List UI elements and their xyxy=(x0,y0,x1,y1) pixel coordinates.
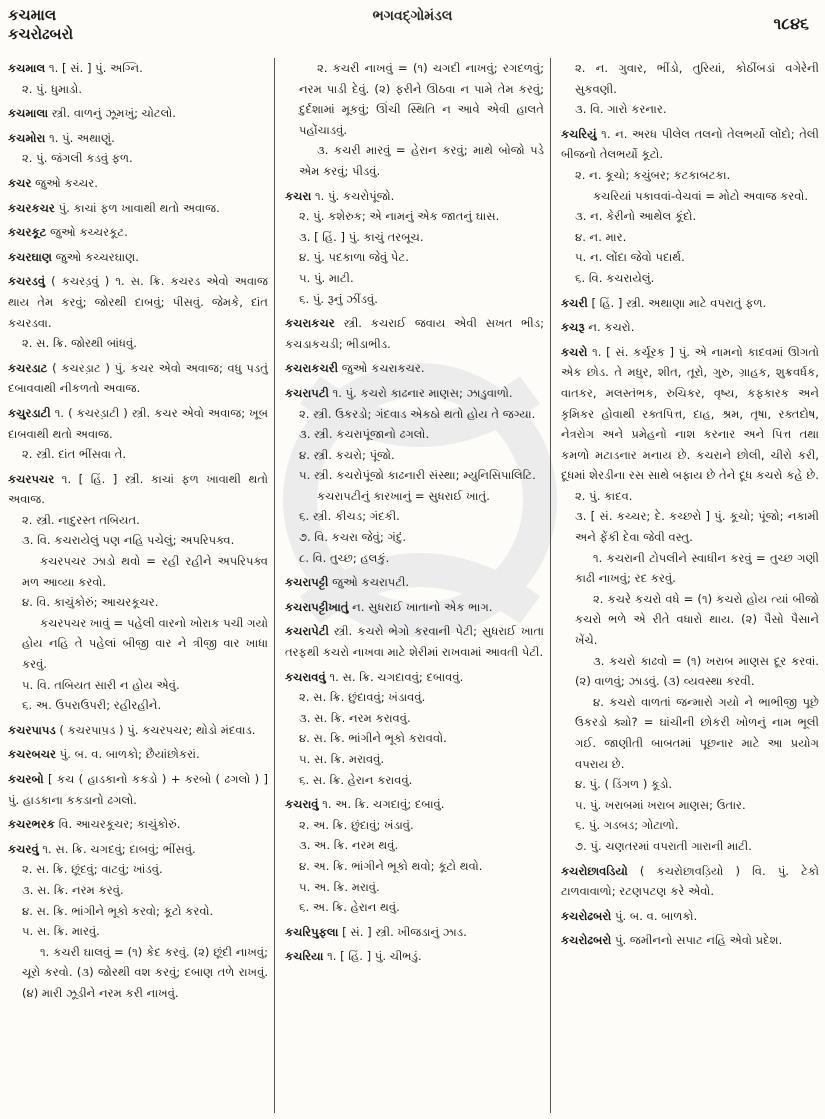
headword: કચર xyxy=(8,175,32,190)
headword: કચરપચર xyxy=(8,471,55,486)
page-header xyxy=(0,0,825,52)
definition-text: ન. સુધરાઈ ખાતાનો એક ભાગ. xyxy=(352,599,493,614)
definition-text: જુઓ કચરાકચર. xyxy=(341,361,425,376)
sense-line xyxy=(561,247,819,268)
sense-line xyxy=(285,289,544,310)
entry-first-line xyxy=(285,597,544,618)
entry-first-line xyxy=(8,720,268,741)
sense-line xyxy=(8,148,268,169)
column-left xyxy=(0,58,275,1113)
headword: કચરો xyxy=(561,344,588,359)
headword: કચરડવું xyxy=(8,274,46,289)
sense-line xyxy=(8,444,268,465)
headword: કચરાપટ્ટી xyxy=(285,575,329,590)
sense-line xyxy=(285,247,544,268)
entry-first-line xyxy=(8,198,268,219)
entry-first-line xyxy=(285,667,544,688)
headword: કચરોછાવડિયો xyxy=(561,863,628,878)
definition-text: કચરિયાં પકાવવાં-વેચવાં = મોટો અવાજ કરવો. xyxy=(593,188,809,203)
dictionary-entry xyxy=(285,383,544,568)
definition-text: ૪. સ્ત્રી. કચરો; પૂંજો. xyxy=(299,447,395,462)
definition-text: ૧. અ. ક્રિ. ચગદાવું; દબાવું. xyxy=(322,797,445,812)
sense-line xyxy=(561,227,819,248)
headword: કચમોરા xyxy=(8,130,46,145)
definition-text: ૧. કચરાની ટોપલીને સ્વાધીન કરવું = તુચ્છ ગણી કાઢી નાખવું; રદ કરવું. xyxy=(575,550,819,586)
idiom-line xyxy=(561,548,819,589)
headword: કચરાપેટી xyxy=(285,624,329,639)
dictionary-entry xyxy=(8,247,268,268)
entry-first-line xyxy=(8,222,268,243)
definition-text: પું. બ. વ. બાળકો; છૈયાંછોકરાં. xyxy=(59,747,200,762)
entry-first-line xyxy=(8,469,268,510)
definition-text: ૪. સ. ક્રિ. ભાંગીને ભૂકો કરાવવો. xyxy=(299,731,447,746)
definition-text: ૧. ( કચરડ઼ાટી ) સ્ત્રી. કચર એવો અવાજ; ખૂબ દાબવાથી થતો અવાજ. xyxy=(8,405,269,441)
dictionary-entry xyxy=(561,317,819,338)
sense-line xyxy=(561,795,819,816)
idiom-line xyxy=(561,589,819,651)
entry-first-line xyxy=(561,317,819,338)
entry-first-line xyxy=(8,769,268,810)
entry-first-line xyxy=(285,572,544,593)
definition-text: ૩. વિ. કચરાયેલું પણ નહિ પચેલું; અપરિપક્વ. xyxy=(22,533,235,548)
definition-text: ૨. કચરે કચરો વધે = (૧) કચરો હોય ત્યાં બીજો કચરો ભળે એ રીતે વધારો થાય. (૨) પૈસો પૈસાને ખેંચે. xyxy=(575,591,819,648)
entry-first-line xyxy=(8,744,268,765)
definition-text: ૩. સ્ત્રી. કચરાપૂંજાનો ઢગલો. xyxy=(299,427,430,442)
dictionary-entry xyxy=(285,621,544,662)
definition-text: ૫. અ. ક્રિ. મરાવું. xyxy=(299,879,380,894)
guide-word-first: કચમાલ xyxy=(8,6,57,24)
entry-first-line xyxy=(285,621,544,662)
sense-line xyxy=(285,877,544,898)
dictionary-entry xyxy=(8,173,268,194)
definition-text: કચરાપટીનું કારખાનું = સુધરાઈ ખાતું. xyxy=(317,488,490,503)
definition-text: ૩. ન. કેરીનો આથેલ કૂંદો. xyxy=(575,209,697,224)
sense-line xyxy=(285,404,544,425)
sense-line xyxy=(285,897,544,918)
headword: કચમાલા xyxy=(8,106,49,121)
definition-text: ૪. ન. માર. xyxy=(575,229,627,244)
headword: કચરભરક xyxy=(8,817,55,832)
sense-line xyxy=(285,206,544,227)
entry-first-line xyxy=(285,186,544,207)
idiom-line xyxy=(8,942,268,1004)
dictionary-entry xyxy=(561,930,819,951)
definition-text: ૩. કચરી મારવું = હેરાન કરવું; માથે બોજો પડે એમ કરવું; પીડવું. xyxy=(299,143,544,178)
entry-first-line xyxy=(285,946,544,967)
column-right xyxy=(551,58,825,1113)
sense-line xyxy=(561,836,819,857)
headword: કચરઘાણ xyxy=(8,249,52,264)
definition-text: ૫. સ. ક્રિ. મારવું. xyxy=(22,924,100,939)
headword: કચરબો xyxy=(8,772,44,786)
definition-text: સ્ત્રી. કચરો ભેગો કરવાની પેટી; સુધરાઈ ખાતા તરફથી કચરો નાખવા માટે શેરીમાં રાખવામાં આવતી પેટી. xyxy=(285,624,544,660)
entry-first-line xyxy=(8,128,268,149)
definition-text: [ હિં. ] સ્ત્રી. અથાણા માટે વપરાતું ફળ. xyxy=(591,295,767,310)
sense-line xyxy=(285,445,544,466)
definition-text: ૬. અ. ક્રિ. હેરાન થવું. xyxy=(299,900,400,915)
definition-text: ૫. પું. ખરાબમાં ખરાબ માણસ; ઉતાર. xyxy=(575,797,746,812)
definition-text: ૪. કચરો વાળતાં જન્મારો ગયો ને ભાભીજી પૂછે ઉકરડો ક્યો? = ઘાંચીની છોકરી ખોળનું નામ ભૂલી ગઈ. જાણીતી બાબતમાં પૂછનાર માટે આ પ્રયોગ વપરાય છે. xyxy=(575,694,819,771)
sense-line xyxy=(285,835,544,856)
definition-text: ૨. સ. ક્રિ. જોરથી બાંધવું. xyxy=(22,336,137,351)
definition-text: ૬. અ. ઉપરાઉપરી; રહીરહીને. xyxy=(22,698,162,713)
definition-text: પું. કાચાં ફળ ખાવાથી થતો અવાજ. xyxy=(58,200,220,215)
sense-line xyxy=(561,165,819,186)
idiom-line xyxy=(285,486,544,507)
definition-text: ૧. સ. ક્રિ. ચગદાવવું; દબાવવું. xyxy=(329,669,464,684)
dictionary-entry xyxy=(8,271,268,353)
headword: કચરાપટ્ટીખાતું xyxy=(285,599,349,614)
sense-line xyxy=(561,486,819,507)
sense-line xyxy=(285,227,544,248)
entry-first-line xyxy=(8,839,268,860)
headword: કચરકચર xyxy=(8,200,55,215)
entry-first-line xyxy=(561,906,819,927)
sense-line xyxy=(8,79,268,100)
definition-text: ૨. સ્ત્રી. ઉકરડો; ગંદવાડ એકઠો થતો હોય તે જગ્યા. xyxy=(299,406,536,421)
definition-text: ૩. કચરો કાઢવો = (૧) ખરાબ માણસ દૂર કરવાં. (૨) વાળવું; ઝાડવું. (૩) વ્યવસ્થા કરવી. xyxy=(575,653,819,689)
dictionary-entry xyxy=(561,293,819,314)
sense-line xyxy=(8,510,268,531)
sense-line xyxy=(285,548,544,569)
entry-first-line xyxy=(561,861,819,902)
dictionary-entry xyxy=(8,128,268,169)
dictionary-entry xyxy=(8,58,268,99)
idiom-line xyxy=(561,651,819,692)
headword: કચરબચર xyxy=(8,747,57,762)
column-middle xyxy=(275,58,551,1113)
definition-text: ૩. [ સં. કચ્ચર; દે. કચ્છરો ] પું. કૂચો; પૂંજો; નકામી અને ફેંકી દેવા જેવી વસ્તુ. xyxy=(575,509,819,545)
definition-text: [ કચ ( હાડકાનો કકડો ) + કરબો ( ઢગલો ) ] પું. હાડકાના કકડાનો ઢગલો. xyxy=(8,772,268,807)
idiom-line xyxy=(285,140,544,181)
definition-text: ૭. પું. ચણતરમાં વપરાતી ગારાની માટી. xyxy=(575,838,752,853)
entry-first-line xyxy=(8,814,268,835)
dictionary-entry xyxy=(285,946,544,967)
dictionary-entry xyxy=(8,814,268,835)
definition-text: કચરપચર ખાવું = પહેલી વારનો ખોરાક પચી ગયો હોય નહિ તે પહેલાં બીજી વાર ને ત્રીજી વાર ખાધા કરવું. xyxy=(22,615,268,672)
dictionary-entry xyxy=(8,469,268,716)
dictionary-entry xyxy=(285,922,544,943)
dictionary-entry xyxy=(285,667,544,791)
definition-text: ૨. સ. ક્રિ. છૂંદવું; વાટવું; ખાંડવું. xyxy=(22,862,163,877)
headword: કચરિપુફલા xyxy=(285,924,339,939)
sense-line xyxy=(561,506,819,547)
running-title: ભગવદ્ગોમંડલ xyxy=(372,8,453,24)
definition-text: ૧. [ સં. ] પું. અગ્નિ. xyxy=(48,61,143,75)
entry-first-line xyxy=(561,342,819,486)
definition-text: ૫. ન. લોંદા જેવો પદાર્થ. xyxy=(575,250,685,265)
definition-text: ( કચરડ઼વું ) ૧. સ. ક્રિ. કચરડ એવો અવાજ થાય તેમ કરવું; જોરથી દાબવું; પીસવું. જેમકે, દાંત કચરડવા. xyxy=(8,274,268,330)
entry-first-line xyxy=(8,58,268,79)
definition-text: ૩. સ. ક્રિ. નરમ કરાવવું. xyxy=(299,710,411,725)
definition-text: જુઓ કચ્ચર. xyxy=(35,175,98,190)
sense-line xyxy=(285,268,544,289)
headword: કચરાપટી xyxy=(285,385,329,400)
guide-word-last: કચરોઢબરો xyxy=(8,25,74,43)
definition-text: ૧. પું. કચરોપૂંજો. xyxy=(314,188,395,203)
entry-first-line xyxy=(285,383,544,404)
definition-text: કચરપચર ઝાડો થવો = રહી રહીને અપરિપક્વ મળ આવ્યા કરવો. xyxy=(22,554,268,589)
dictionary-entry xyxy=(561,124,819,289)
entry-first-line xyxy=(8,271,268,333)
sense-line xyxy=(285,815,544,836)
dictionary-entry xyxy=(285,313,544,354)
entry-first-line xyxy=(285,922,544,943)
headword: કચરોઢબરો xyxy=(561,908,612,923)
definition-text: ૬. સ્ત્રી. કીચડ; ગંદકી. xyxy=(299,509,400,524)
sense-line xyxy=(285,856,544,877)
sense-line xyxy=(561,815,819,836)
dictionary-entry xyxy=(8,839,268,1004)
definition-text: ૧. પું. અથાણું. xyxy=(49,130,115,145)
dictionary-entry xyxy=(285,572,544,593)
sense-line xyxy=(8,921,268,942)
headword: કચરિયું xyxy=(561,126,597,141)
dictionary-entry xyxy=(8,198,268,219)
definition-text: ૧. ન. અરધ પીલેલ તલનો તેલભર્યો લોંદો; તેલી બીજનો તેલભર્યો કૂટો. xyxy=(561,126,819,162)
sense-line xyxy=(561,206,819,227)
sense-line xyxy=(8,880,268,901)
headword: કચરપાપડ xyxy=(8,722,56,737)
definition-text: ૪. વિ. કાચુંકોરું; આચરકૂચર. xyxy=(22,595,159,610)
entry-first-line xyxy=(8,403,268,444)
dictionary-entry xyxy=(8,103,268,124)
definition-text: ૨. કચરી નાખવું = (૧) ચગદી નાખવું; રગદળવું; નરમ પાડી દેવું. (૨) ફરીને ઊઠવા ન પામે તેમ કરવું; દુર્દશામાં મૂકવું; ઊંચી સ્થિતિ ન આવે એવી હાલતે પહોંચાડવું. xyxy=(299,61,544,137)
sense-line xyxy=(8,901,268,922)
dictionary-entry xyxy=(561,342,819,857)
headword: કચરૂ xyxy=(561,320,585,335)
sense-line xyxy=(285,527,544,548)
definition-text: ૨. ન. ગુવાર, ભીંડો, તુરિયાં, કોઠીંબડાં વગેરેની સુકવણી. xyxy=(575,61,819,96)
sense-line xyxy=(8,592,268,613)
sense-line xyxy=(8,675,268,696)
entry-first-line xyxy=(285,794,544,815)
definition-text: ૪. પું. ( ડિંગળ ) કૂડો. xyxy=(575,777,673,792)
idiom-line xyxy=(8,551,268,592)
definition-text: ૧. [ હિં. ] પું. ચીભડું. xyxy=(327,949,422,964)
headword: કચરી xyxy=(561,295,588,310)
sense-line xyxy=(285,506,544,527)
sense-line xyxy=(561,268,819,289)
sense-line xyxy=(285,770,544,791)
dictionary-entry xyxy=(8,720,268,741)
idiom-line xyxy=(561,692,819,774)
definition-text: ૧. [ હિં. ] સ્ત્રી. કાચાં ફળ ખાવાથી થતો અવાજ. xyxy=(8,471,268,507)
definition-text: ૩. [ હિં. ] પું. કાચું તરબૂચ. xyxy=(299,229,424,244)
definition-text: ૧. કચરી ઘાલવું = (૧) કેદ કરવું. (૨) છૂંદી નાખવું; ચૂરો કરવો. (૩) જોરથી વશ કરવું; દબાણ તળે રાખવું. (૪) મારી ઝૂડીને નરમ કરી નાખવું. xyxy=(22,944,268,1000)
headword: કચમાલ xyxy=(8,61,46,75)
definition-text: ( કચરડ઼ાટ ) પું. કચર એવો અવાજ; વધુ પડતું દબાવવાથી નીકળતો અવાજ. xyxy=(8,360,268,396)
definition-text: ૫. વિ. તબિયત સારી ન હોય એવું. xyxy=(22,677,180,692)
definition-text: ૨. સ્ત્રી. દાંત ભીંસવા તે. xyxy=(22,447,127,462)
sense-line xyxy=(8,333,268,354)
definition-text: ( કચરોછાવડ઼િયો ) વિ. પું. ટેકો ટાળવાવાળો; રટણપટણ કરે એવો. xyxy=(561,863,820,899)
headword: કચરવું xyxy=(8,841,39,856)
definition-text: વિ. આચરકૂચર; કાચુંકોરું. xyxy=(58,817,181,832)
definition-text: સ્ત્રી. કચરાઈ જવાય એવી સખત ભીડ; કચડાકચડી; ભીડાભીડ. xyxy=(285,316,544,351)
definition-text: ૭. વિ. કચરા જેવું; ગંદું. xyxy=(299,530,407,545)
dictionary-entry xyxy=(285,186,544,310)
definition-text: જુઓ કચરાપટી. xyxy=(332,575,410,590)
entry-first-line xyxy=(285,313,544,354)
definition-text: ૩. અ. ક્રિ. નરમ થવું. xyxy=(299,838,399,853)
sense-line xyxy=(285,708,544,729)
definition-text: ( કચરપાપ઼ડ ) પું. કચરપચર; થોડો મંદવાડ. xyxy=(59,722,256,737)
definition-text: ૪. સ. ક્રિ. ભાંગીને ભૂકો કરવો; કૂટો કરવો. xyxy=(22,903,214,918)
definition-text: જુઓ કચ્ચરઘાણ. xyxy=(55,249,139,264)
sense-line xyxy=(285,687,544,708)
headword: કચરિયા xyxy=(285,949,324,964)
sense-line xyxy=(8,695,268,716)
entry-first-line xyxy=(8,247,268,268)
sense-line xyxy=(561,99,819,120)
definition-text: ન. કચરો. xyxy=(588,320,635,335)
headword: કચરોઢબરો xyxy=(561,933,612,948)
definition-text: ૬. વિ. કચરાયેલું. xyxy=(575,270,655,285)
entry-first-line xyxy=(561,293,819,314)
definition-text: ૫. સ્ત્રી. કચરોપૂંજો કાઢનારી સંસ્થા; મ્યુનિસિપાલિટિ. xyxy=(299,468,536,483)
headword: કચરા xyxy=(285,188,312,203)
definition-text: ૨. પું. ધુમાડો. xyxy=(22,81,83,96)
dictionary-columns xyxy=(0,58,825,1113)
definition-text: ૨. સ્ત્રી. નાદુરસ્ત તબિયત. xyxy=(22,512,140,527)
dictionary-entry xyxy=(561,906,819,927)
dictionary-entry xyxy=(8,358,268,399)
definition-text: ૨. અ. ક્રિ. છુંદાવું; ખંડાવું. xyxy=(299,817,414,832)
definition-text: [ સં. ] સ્ત્રી. ખીજડાનું ઝાડ. xyxy=(342,924,467,939)
definition-text: પું. બ. વ. બાળકો. xyxy=(615,908,698,923)
definition-text: ૫. પું. માટી. xyxy=(299,270,354,285)
dictionary-entry xyxy=(8,769,268,810)
sense-line xyxy=(285,749,544,770)
definition-text: ૪. અ. ક્રિ. ભાંગીને ભૂકો થવો; કૂટો થવો. xyxy=(299,858,483,873)
definition-text: ૪. પું. પદકાળા જેવું પેટ. xyxy=(299,250,409,265)
headword: કચરકૂટ xyxy=(8,225,47,240)
headword: કચરાવવું xyxy=(285,669,326,684)
dictionary-entry xyxy=(8,744,268,765)
sense-line xyxy=(561,58,819,99)
entry-first-line xyxy=(561,124,819,165)
definition-text: ૩. વિ. ગારો કરનાર. xyxy=(575,102,667,117)
definition-text: ૮. વિ. તુચ્છ; હલકું. xyxy=(299,550,390,565)
idiom-line xyxy=(285,58,544,140)
headword: કચરાવું xyxy=(285,797,319,812)
definition-text: ૨. ન. કૂચો; કચુંબર; કટકાબટકા. xyxy=(575,167,731,182)
definition-text: પું. જમીનનો સપાટ નહિ એવો પ્રદેશ. xyxy=(615,933,783,948)
sense-line xyxy=(8,859,268,880)
definition-text: ૬. સ. ક્રિ. હેરાન કરાવવું. xyxy=(299,772,413,787)
headword: કચરાકચર xyxy=(285,316,335,331)
definition-text: જુઓ કચ્ચરકૂટ. xyxy=(50,225,128,240)
headword: કચરડાટ xyxy=(8,360,48,375)
sense-line xyxy=(285,465,544,486)
definition-text: ૨. પું. જંગલી કડવું ફળ. xyxy=(22,151,133,166)
definition-text: ૨. પું. કશેરુક; એ નામનું એક જાતનું ઘાસ. xyxy=(299,209,500,224)
headword: કચુરડાટી xyxy=(8,405,51,420)
definition-text: ૧. સ. ક્રિ. ચગદવું; દાબવું; ભીંસવું. xyxy=(42,841,196,856)
dictionary-entry xyxy=(285,358,544,379)
entry-first-line xyxy=(561,930,819,951)
sense-line xyxy=(285,728,544,749)
dictionary-entry xyxy=(8,222,268,243)
definition-text: ૬. પું. રૂનું ઝીંડવું. xyxy=(299,291,378,306)
definition-text: ૫. સ. ક્રિ. મરાવવું. xyxy=(299,752,385,766)
dictionary-entry xyxy=(8,403,268,465)
sense-line xyxy=(8,530,268,551)
page-number: ૧૮૪૬ xyxy=(773,14,809,33)
definition-text: ૨. સ. ક્રિ. છુંદાવવું; ખંડાવવું. xyxy=(299,690,426,705)
dictionary-entry xyxy=(285,58,544,182)
definition-text: ૬. પું. ગડબડ; ગોટાળો. xyxy=(575,818,679,833)
entry-first-line xyxy=(8,173,268,194)
idiom-line xyxy=(561,186,819,207)
definition-text: સ્ત્રી. વાળનું ઝૂમખું; ચોટલો. xyxy=(51,106,176,121)
entry-first-line xyxy=(8,103,268,124)
entry-first-line xyxy=(8,358,268,399)
dictionary-entry xyxy=(561,58,819,120)
headword: કચરાકચરી xyxy=(285,361,339,376)
definition-text: ૧. પું. કચરો કાઢનાર માણસ; ઝાડુવાળો. xyxy=(332,385,513,400)
dictionary-entry xyxy=(561,861,819,902)
dictionary-entry xyxy=(285,597,544,618)
entry-first-line xyxy=(285,358,544,379)
idiom-line xyxy=(8,613,268,675)
definition-text: ૨. પું. કાદવ. xyxy=(575,488,633,503)
sense-line xyxy=(285,424,544,445)
definition-text: ૩. સ. ક્રિ. નરમ કરવું. xyxy=(22,882,124,897)
definition-text: ૧. [ સં. કર્ચૂરક ] પું. એ નામનો કાદવમાં ઊગતો એક છોડ. તે મધુર, શીત, તૂરો, ગુરુ, ગ્રાહક, શુક્રવર્ધક, વાતકર, મલસ્તંભક, રુચિકર, વૃષ્ય, કફકારક અને કૃમિકર હોવાથી રક્તપિત્ત, દાહ, શ્રમ, તૃષા, રક્તદોષ, નેત્રરોગ અને પ્રમેહનો નાશ કરનાર અને પિત્ત તથા કમળો મટાડનાર મનાય છે. કચરાને છોલી, ચીરો કરી, દૂધમાં શેરડીના રસ સાથે બફાય છે તેને દૂધ કચરો કહે છે. xyxy=(561,344,820,483)
sense-line xyxy=(561,774,819,795)
dictionary-entry xyxy=(285,794,544,918)
